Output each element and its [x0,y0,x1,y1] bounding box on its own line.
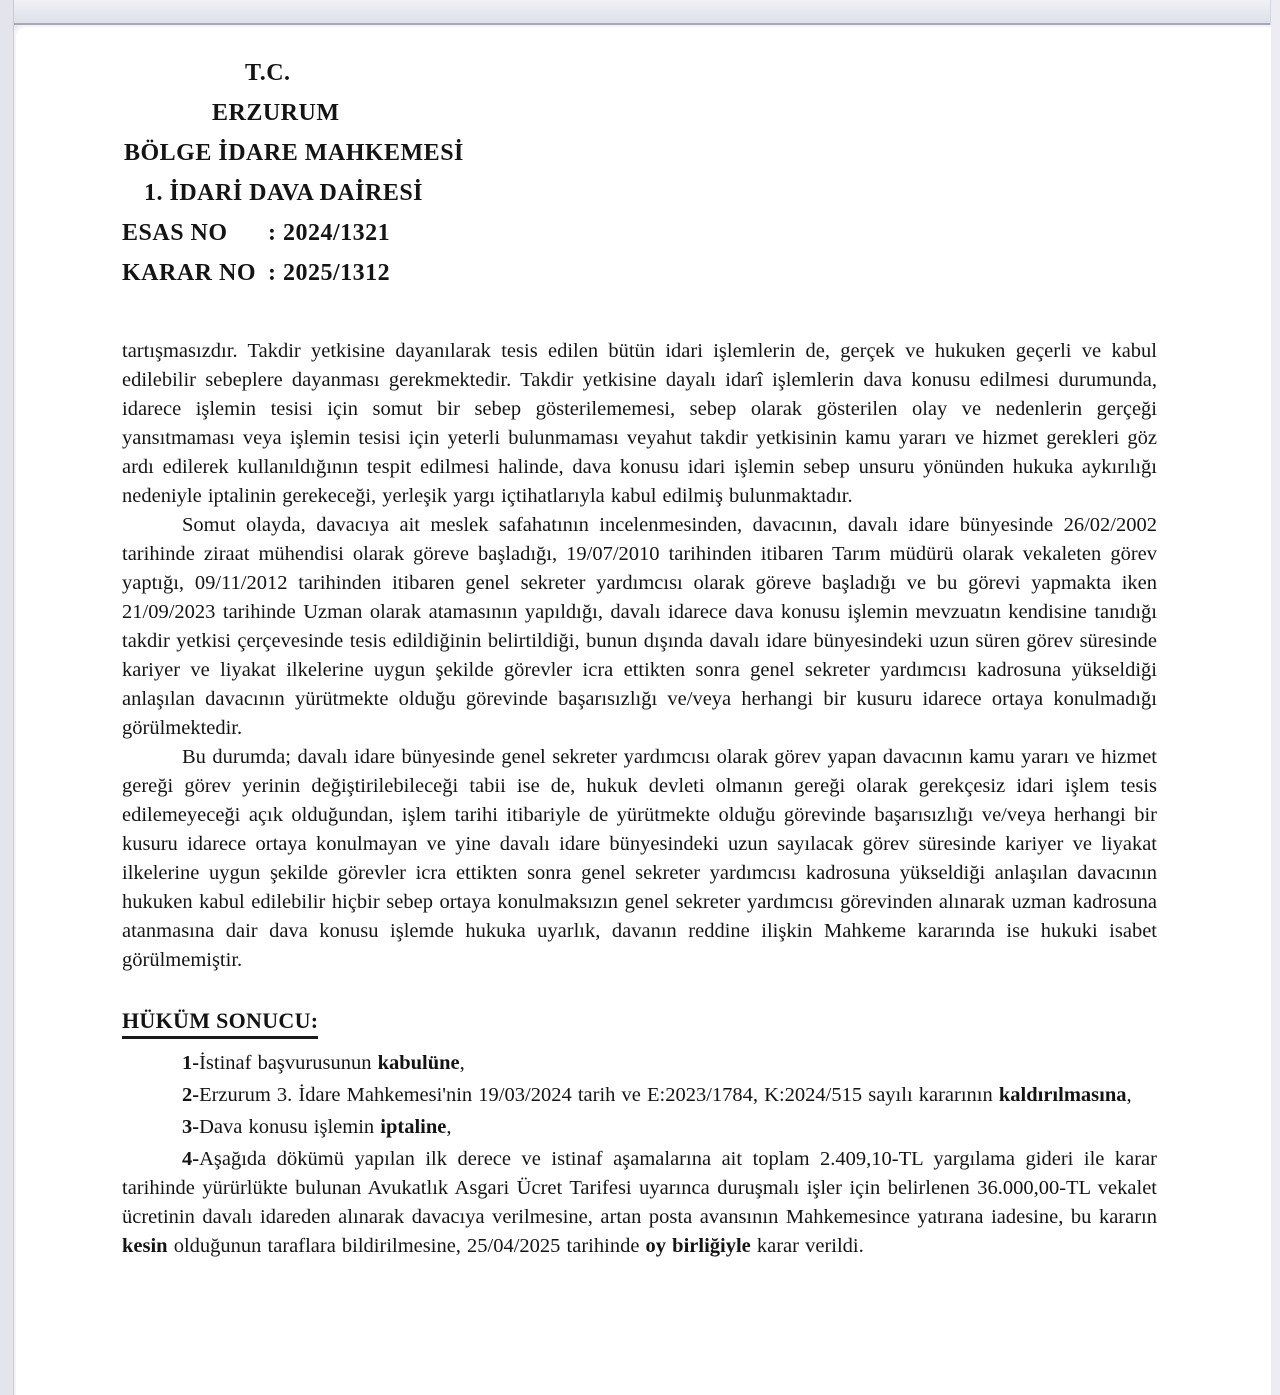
ruling-item-1: 1-İstinaf başvurusunun kabulüne, [182,1052,465,1074]
ruling-item-4: 4-Aşağıda dökümü yapılan ilk derece ve istinaf aşamalarına ait toplam 2.409,10-TL yargılama gideri ile karar tarihinde yürürlükte bulunan Avukatlık Asgari Ücret Tarifesi uyarınca duruşmalı işler için belirlenen 36.000,00-TL vekalet ücretinin davalı idareden alınarak davacıya verilmesine, artan posta avansının Mahkemesince yatırana iadesine, bu kararın kesin olduğunun taraflara bildirilmesine, 25/04/2025 tarihinde oy birliğiyle karar verildi. [122,1148,1157,1257]
court-header [122,53,1157,293]
scan-top-band [0,0,1280,25]
court-chamber: 1. İDARİ DAVA DAİRESİ [144,180,424,206]
karar-no-label: KARAR NO [122,260,256,286]
body-paragraph-case-facts: Somut olayda, davacıya ait meslek safahatının incelenmesinden, davacının, davalı idare bünyesinde 26/02/2002 tarihinde ziraat mühendisi olarak göreve başladığı, 19/07/2010 tarihinden itibaren Tarım müdürü olarak vekaleten görev yaptığı, 09/11/2012 tarihinden itibaren genel sekreter yardımcısı olarak göreve başladığı ve bu görevi yapmakta iken 21/09/2023 tarihinde Uzman olarak atamasının yapıldığı, davalı idarece dava konusu işlemin mevzuatın kendisine tanıdığı takdir yetkisi çerçevesinde tesis edildiğinin belirtildiği, bunun dışında davalı idare bünyesindeki uzun süren görev süresinde kariyer ve liyakat ilkelerine uygun şekilde görevler icra ettikten sonra genel sekreter yardımcısı kadrosuna yükseldiği anlaşılan davacının yürütmekte olduğu görevinde başarısızlığı ve/veya herhangi bir kusuru idarece ortaya konulmadığı görülmektedir. [122,514,1157,739]
scan-left-edge [0,0,14,1395]
court-name: BÖLGE İDARE MAHKEMESİ [124,140,464,166]
scan-right-edge [1270,0,1280,1395]
ruling-item-3: 3-Dava konusu işlemin iptaline, [182,1116,452,1138]
republic-abbreviation: T.C. [245,60,291,86]
scanned-court-decision-page [14,25,1271,1395]
esas-no-label: ESAS NO [122,220,228,246]
document-content [14,25,1271,1261]
case-number-row [122,213,1157,253]
court-city: ERZURUM [212,100,340,126]
decision-body [122,337,1157,1261]
ruling-heading [122,1006,1157,1039]
body-paragraph-conclusion: Bu durumda; davalı idare bünyesinde genel sekreter yardımcısı olarak görev yapan davacının kamu yararı ve hizmet gereği görev yerinin değiştirilebileceği tabii ise de, hukuk devleti olmanın gereği olarak gerekçesiz idari işlem tesis edilemeyeceği açık olduğundan, işlem tarihi itibariyle de yürütmekte olduğu görevinde başarısızlığı ve/veya herhangi bir kusuru idarece ortaya konulmayan ve yine davalı idare bünyesindeki uzun sayılacak görev süresinde kariyer ve liyakat ilkelerine uygun şekilde görevler icra ettikten sonra genel sekreter yardımcısı kadrosuna yükseldiği anlaşılan davacının hukuken kabul edilebilir hiçbir sebep ortaya konulmaksızın genel sekreter yardımcısı görevinden alınarak uzman kadrosuna atanmasına dair dava konusu işlemde hukuka uyarlık, davanın reddine ilişkin Mahkeme kararında ise hukuki isabet görülmemiştir. [122,746,1157,971]
decision-number-row [122,253,1157,293]
ruling-heading-text: HÜKÜM SONUCU: [122,1006,318,1039]
body-paragraph-continuation: tartışmasızdır. Takdir yetkisine dayanılarak tesis edilen bütün idari işlemlerin de, gerçek ve hukuken geçerli ve kabul edilebilir sebeplere dayanması gerekmektedir. Takdir yetkisine dayalı idarî işlemlerin dava konusu edilmesi durumunda, idarece işlemin tesisi için somut bir sebep gösterilememesi, sebep olarak gösterilen olay ve nedenlerin gerçeği yansıtmaması veya işlemin tesisi için yeterli bulunmaması veyahut takdir yetkisinin kamu yararı ve hizmet gerekleri göz ardı edilerek kullanıldığının tespit edilmesi halinde, dava konusu idari işlemin sebep unsuru yönünden hukuka aykırılığı nedeniyle iptalinin gerekeceği, yerleşik yargı içtihatlarıyla kabul edilmiş bulunmaktadır. [122,340,1157,507]
esas-no-value: : 2024/1321 [268,220,391,246]
ruling-item-2: 2-Erzurum 3. İdare Mahkemesi'nin 19/03/2024 tarih ve E:2023/1784, K:2024/515 sayılı kararının kaldırılmasına, [182,1084,1132,1106]
karar-no-value: : 2025/1312 [268,260,391,286]
